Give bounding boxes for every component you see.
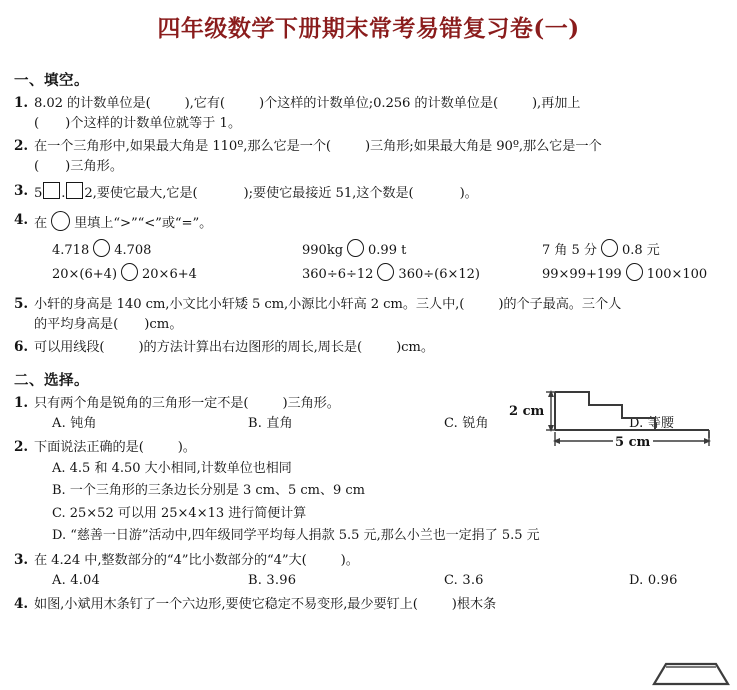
q1-line2-a: ( bbox=[34, 115, 40, 131]
option-a[interactable]: A. 4.5 和 4.50 大小相同,计数单位也相同 bbox=[52, 460, 292, 476]
option-d[interactable]: D. 0.96 bbox=[629, 572, 678, 588]
question-text bbox=[34, 338, 723, 357]
comparison-circle[interactable] bbox=[377, 263, 394, 281]
comparison-circle[interactable] bbox=[347, 239, 364, 257]
option-c[interactable]: C. 3.6 bbox=[444, 572, 484, 588]
q6-text-c: )cm。 bbox=[396, 339, 434, 355]
staircase-height-label: 2 cm bbox=[509, 404, 545, 419]
option-a[interactable]: A. 4.04 bbox=[52, 572, 100, 588]
cmp-left: 990kg bbox=[302, 242, 344, 258]
q2-line2-b: )三角形。 bbox=[65, 158, 124, 174]
section-heading-fill-in: 一、填空。 bbox=[14, 71, 89, 89]
fill-question-4 bbox=[14, 211, 723, 233]
q5-text-b: )的个子最高。三个人 bbox=[498, 296, 622, 312]
comparison-circle[interactable] bbox=[626, 263, 643, 281]
comparison-circle[interactable] bbox=[121, 263, 138, 281]
cq3-stem-b: )。 bbox=[340, 552, 359, 568]
q3-text-end: )。 bbox=[459, 185, 478, 201]
comparison-row bbox=[34, 263, 723, 287]
fill-question-1 bbox=[14, 94, 723, 113]
comparison-item bbox=[542, 239, 660, 263]
question-number: 2. bbox=[14, 438, 28, 455]
question-text bbox=[34, 94, 723, 113]
cmp-right: 20×6+4 bbox=[142, 266, 197, 282]
question-text bbox=[34, 295, 723, 314]
cq4-stem-b: )根木条 bbox=[451, 596, 497, 612]
cq2-stem-a: 下面说法正确的是( bbox=[34, 439, 144, 455]
choice-question-4 bbox=[14, 595, 723, 614]
comparison-item bbox=[542, 263, 707, 287]
cmp-left: 99×99+199 bbox=[542, 266, 622, 282]
fill-question-5-line2 bbox=[34, 315, 723, 334]
comparison-item bbox=[34, 239, 302, 263]
cmp-left: 7 角 5 分 bbox=[542, 242, 597, 258]
question-number: 3. bbox=[14, 182, 28, 199]
section-heading-choice: 二、选择。 bbox=[14, 371, 89, 389]
hexagon-figure bbox=[648, 660, 734, 686]
q1-text-b: ),它有( bbox=[184, 95, 225, 111]
q3-text-mid: );要使它最接近 51,这个数是( bbox=[243, 185, 414, 201]
page-title: 四年级数学下册期末常考易错复习卷(一) bbox=[157, 15, 580, 42]
fill-question-2 bbox=[14, 137, 723, 156]
question-text bbox=[34, 137, 723, 156]
question-number: 1. bbox=[14, 394, 28, 411]
cmp-right: 0.8 元 bbox=[621, 242, 660, 258]
question-text bbox=[34, 211, 723, 233]
question-text bbox=[34, 551, 723, 570]
fill-question-1-line2 bbox=[34, 114, 723, 133]
question-number: 1. bbox=[14, 94, 28, 111]
option-d[interactable]: D. “慈善一日游”活动中,四年级同学平均每人捐款 5.5 元,那么小兰也一定捐了 5.5 元 bbox=[52, 528, 540, 544]
question-number: 5. bbox=[14, 295, 28, 312]
cmp-right: 360÷(6×12) bbox=[398, 266, 480, 282]
choice-question-3 bbox=[14, 551, 723, 570]
comparison-grid bbox=[34, 239, 723, 287]
fill-question-6 bbox=[14, 338, 723, 357]
question-number: 3. bbox=[14, 551, 28, 568]
option-c[interactable]: C. 25×52 可以用 25×4×13 进行简便计算 bbox=[52, 505, 307, 521]
cq3-stem-a: 在 4.24 中,整数部分的“4”比小数部分的“4”大( bbox=[34, 552, 307, 568]
option-c[interactable]: C. 锐角 bbox=[444, 415, 489, 431]
cmp-right: 0.99 t bbox=[368, 242, 407, 258]
cmp-right: 100×100 bbox=[646, 266, 708, 282]
comparison-item bbox=[302, 263, 542, 287]
option-d[interactable]: D. 等腰 bbox=[629, 415, 675, 431]
question-text bbox=[34, 595, 723, 614]
cq4-stem-a: 如图,小斌用木条钉了一个六边形,要使它稳定不易变形,最少要钉上( bbox=[34, 596, 418, 612]
choice-question-3-options bbox=[34, 570, 723, 592]
cq2-stem-b: )。 bbox=[177, 439, 196, 455]
q4-text-post: 里填上“>”“<”或“=”。 bbox=[74, 215, 213, 231]
staircase-width-label: 5 cm bbox=[615, 435, 651, 448]
q2-text-a: 在一个三角形中,如果最大角是 110º,那么它是一个( bbox=[34, 138, 331, 154]
q1-text-a: 8.02 的计数单位是( bbox=[34, 95, 151, 111]
comparison-row bbox=[34, 239, 723, 263]
question-number: 4. bbox=[14, 595, 28, 612]
cmp-left: 4.718 bbox=[52, 242, 90, 258]
q5-line2-b: )cm。 bbox=[144, 316, 183, 332]
cmp-left: 20×(6+4) bbox=[52, 266, 118, 282]
option-b[interactable]: B. 3.96 bbox=[248, 572, 297, 588]
option-b[interactable]: B. 直角 bbox=[248, 415, 293, 431]
comparison-circle[interactable] bbox=[601, 239, 618, 257]
fill-question-3 bbox=[14, 182, 723, 203]
q3-prefix: 5 bbox=[34, 185, 43, 201]
q2-text-b: )三角形;如果最大角是 90º,那么它是一个 bbox=[364, 138, 602, 154]
q6-text-a: 可以用线段( bbox=[34, 339, 105, 355]
digit-box[interactable] bbox=[43, 182, 60, 199]
q1-text-c: )个这样的计数单位;0.256 的计数单位是( bbox=[258, 95, 498, 111]
option-b[interactable]: B. 一个三角形的三条边长分别是 3 cm、5 cm、9 cm bbox=[52, 483, 365, 499]
q1-text-d: ),再加上 bbox=[532, 95, 581, 111]
question-text bbox=[34, 182, 723, 203]
q1-line2-b: )个这样的计数单位就等于 1。 bbox=[65, 115, 242, 131]
comparison-circle[interactable] bbox=[51, 211, 70, 231]
cq1-stem-b: )三角形。 bbox=[282, 395, 340, 411]
cmp-left: 360÷6÷12 bbox=[302, 266, 374, 282]
fill-question-2-line2 bbox=[34, 157, 723, 176]
comparison-item bbox=[34, 263, 302, 287]
question-number: 2. bbox=[14, 137, 28, 154]
comparison-item bbox=[302, 239, 542, 263]
question-number: 4. bbox=[14, 211, 28, 228]
staircase-figure bbox=[505, 386, 737, 448]
digit-box[interactable] bbox=[66, 182, 83, 199]
comparison-circle[interactable] bbox=[93, 239, 110, 257]
q2-line2-a: ( bbox=[34, 158, 40, 174]
option-a[interactable]: A. 钝角 bbox=[52, 415, 97, 431]
q4-prefix: 在 bbox=[34, 215, 48, 231]
cmp-right: 4.708 bbox=[114, 242, 152, 258]
question-number: 6. bbox=[14, 338, 28, 355]
q3-text-post: 2,要使它最大,它是( bbox=[84, 185, 198, 201]
cq1-stem-a: 只有两个角是锐角的三角形一定不是( bbox=[34, 395, 249, 411]
fill-question-5 bbox=[14, 295, 723, 314]
q3-decimal-point: . bbox=[61, 185, 66, 201]
q5-text-a: 小轩的身高是 140 cm,小文比小轩矮 5 cm,小源比小轩高 2 cm。三人中,( bbox=[34, 296, 465, 312]
q5-line2-a: 的平均身高是( bbox=[34, 316, 119, 332]
q6-text-b: )的方法计算出右边图形的周长,周长是( bbox=[138, 339, 363, 355]
